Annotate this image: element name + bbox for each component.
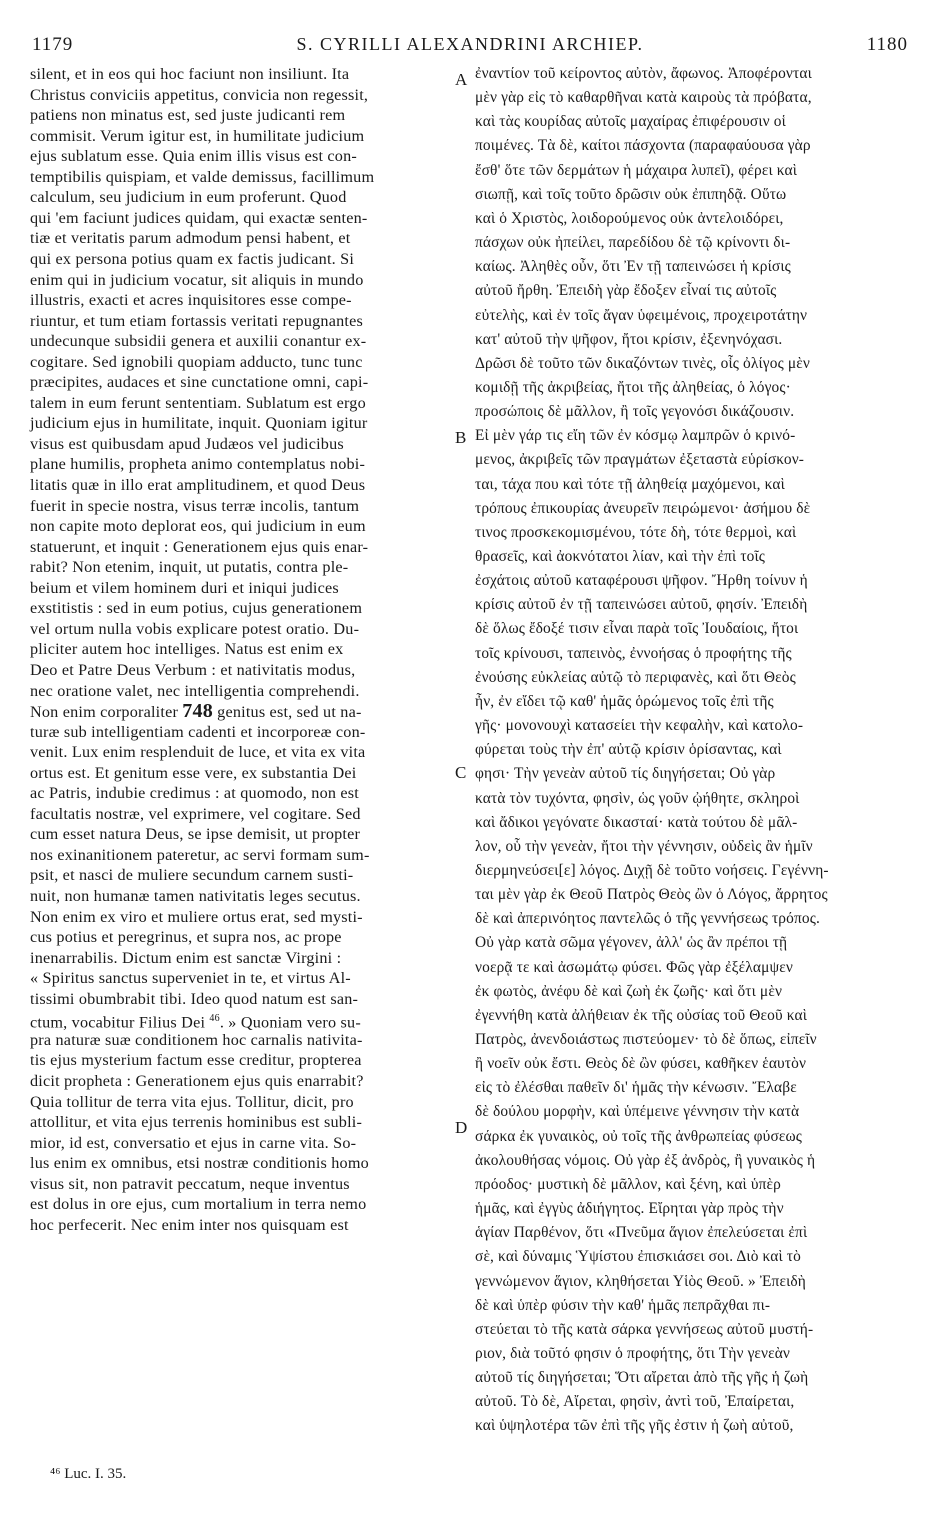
greek-line-text: στεύεται τὸ τῆς κατὰ σάρκα γεννήσεως αὐτοῦ μυστή- [475, 1320, 814, 1338]
greek-line-text: μὲν γὰρ εἰς τὸ καθαρθῆναι κατὰ καιροὺς τὰ πρόβατα, [475, 89, 812, 107]
latin-line-text: ctum, vocabitur Filius Dei [30, 1013, 210, 1032]
greek-line-text: δὲ δούλου μορφὴν, καὶ ὑπέμεινε γέννησιν τὴν κατὰ [475, 1103, 800, 1121]
latin-line-text: beium et vilem hominem duri et iniqui judices [30, 578, 339, 597]
greek-line-text: ται, τάχα που καὶ τότε τῇ ἀληθείᾳ μαχόμενοι, καὶ [475, 475, 785, 493]
greek-line [475, 185, 786, 205]
latin-line-text: illustris, exacti et acres inquisitores esse compe- [30, 291, 352, 310]
latin-line [30, 454, 365, 474]
latin-line-text: nuit, non humanæ tamen nativitatis leges secutus. [30, 887, 361, 905]
latin-line-text: Quia tollitur de terra vita ejus. Tollitur, dicit, pro [30, 1092, 354, 1111]
latin-line-text: visus est quibusdam apud Judæos vel judicibus [30, 434, 344, 453]
greek-line-text: θρασεῖς, καὶ ἀοκνότατοι λίαν, καὶ τὴν ἐπὶ τοῖς [475, 548, 766, 565]
greek-line [475, 1344, 790, 1364]
latin-line [30, 413, 368, 433]
latin-line-text: patiens non minatus est, sed juste judicanti rem [30, 106, 346, 125]
greek-line [475, 1151, 815, 1171]
greek-line [475, 330, 782, 350]
latin-line-text: calculum, seu judicium in eum proferunt. Quod [30, 188, 347, 207]
column-number-marker: 748 [182, 700, 213, 723]
greek-line [475, 644, 792, 664]
greek-line [475, 426, 795, 446]
latin-line [30, 968, 351, 988]
greek-line [475, 1247, 801, 1267]
latin-line [30, 249, 354, 269]
greek-line [475, 1368, 808, 1388]
greek-line-text: ται μὲν γὰρ ἐκ Θεοῦ Πατρὸς Θεὸς ὢν ὁ Λόγος, ἄρρητος [475, 886, 828, 904]
latin-line-text: Deo et Patre Deus Verbum : et nativitatis modus, [30, 660, 356, 679]
latin-line [30, 619, 359, 639]
greek-line [475, 595, 807, 615]
greek-line [475, 1127, 802, 1147]
greek-line [475, 933, 787, 953]
latin-line-text: genitus est, sed ut na- [212, 703, 362, 722]
latin-line-text: ac Patris, indubie credimus : at quomodo, non est [30, 784, 359, 803]
latin-line-text: Non enim ex viro et muliere ortus erat, sed mysti- [30, 907, 363, 926]
latin-line [30, 1071, 364, 1091]
latin-line-text: vel ortum nulla vobis explicare potest oratio. Du- [30, 619, 360, 638]
margin-marker-b: B [455, 428, 467, 447]
greek-line-text: ἔσθ' ὅτε τῶν δερμάτων ἡ μάχαιρα λυπεῖ), φέρει καὶ [475, 161, 798, 179]
latin-line-text: enim qui in judicium vocatur, sit aliquis in mundo [30, 270, 364, 289]
latin-line-text: mior, id est, conversatio et ejus in carne vita. So- [30, 1133, 357, 1152]
latin-line [30, 701, 362, 722]
greek-line-text: καίως. Ἀληθὲς οὖν, ὅτι Ἐν τῇ ταπεινώσει ἡ κρίσις [475, 258, 791, 276]
greek-line-text: Πατρὸς, ἀνενδοιάστως πιστεύομεν· τὸ δὲ ὅπως, εἰπεῖν [475, 1031, 817, 1048]
latin-line-text: exstitistis : sed in eum potius, cujus generationem [30, 599, 363, 618]
latin-line [30, 989, 358, 1009]
greek-line-text: αὐτοῦ τίς διηγήσεται; Ὅτι αἴρεται ἀπὸ τῆς γῆς ἡ ζωὴ [475, 1369, 809, 1387]
latin-line-text: tis ejus mysterium factum esse creditur, propterea [30, 1051, 362, 1070]
greek-line [475, 1223, 807, 1243]
latin-line-text: . » Quoniam vero su- [219, 1013, 361, 1032]
latin-line [30, 1030, 363, 1050]
latin-line-text: statuerunt, et inquit : Generationem ejus quis enar- [30, 537, 369, 556]
greek-line-text: νοερᾷ τε καὶ ἀσωμάτῳ φύσει. Φῶς γὰρ ἐξέλαμψεν [475, 958, 794, 976]
latin-line-text: commisit. Verum igitur est, in humilitate judicium [30, 126, 365, 145]
latin-line-text: riuntur, et tum etiam fortassis veritati repugnantes [30, 311, 363, 330]
latin-line-text: cus potius et peregrinus, et supra nos, ac prope [30, 928, 342, 947]
footnote-reference: 46 [209, 1013, 220, 1025]
greek-line-text: ἀκολουθήσας νόμοις. Οὐ γὰρ ἐξ ἀνδρὸς, ἢ γυναικὸς ἡ [475, 1151, 816, 1169]
greek-line-text: καὶ ἄδικοι γεγόνατε δικασταί· κατὰ τούτου δὲ μᾶλ- [475, 813, 798, 831]
latin-line [30, 372, 368, 392]
greek-line [475, 982, 782, 1002]
latin-line-text: inenarrabilis. Dictum enim est sanctæ Virgini : [30, 948, 342, 967]
greek-line-text: σάρκα ἐκ γυναικὸς, οὐ τοῖς τῆς ἀνθρωπείας φύσεως [475, 1127, 803, 1145]
greek-line-text: κατ' αὐτοῦ τὴν ψῆφον, ἤτοι κρίσιν, ἐξενηνόχασι. [475, 330, 783, 348]
greek-line-text: αὐτοῦ ἤρθη. Ἐπειδὴ γὰρ ἔδοξεν εἶναί τις αὐτοῖς [475, 282, 777, 300]
latin-line-text: judicium ejus in humilitate, inquit. Quoniam igitur [30, 414, 368, 433]
greek-line-text: εὐτελὴς, καὶ ἐν τοῖς ἄγαν ὑφειμένοις, προχειροτάτην [475, 306, 808, 324]
greek-line [475, 499, 810, 519]
greek-line [475, 257, 791, 277]
greek-line [475, 1392, 794, 1412]
latin-line-text: nec oratione valet, nec intelligentia comprehendi. [30, 681, 360, 700]
greek-line [475, 861, 829, 881]
latin-line [30, 187, 347, 207]
greek-line [475, 692, 774, 712]
latin-line [30, 763, 356, 783]
greek-line-text: τρόπους ἐπικουρίας ἀνευρεῖν πειρώμενοι· ἀσήμου δὲ [475, 499, 811, 517]
latin-line [30, 434, 344, 454]
latin-line [30, 1112, 362, 1132]
latin-line [30, 208, 367, 228]
latin-line [30, 516, 366, 536]
greek-line-text: ἢ νοεῖν οὐκ ἔστι. Θεὸς δὲ ὢν φύσει, καθῆκεν ἑαυτὸν [475, 1055, 807, 1073]
greek-line-text: εἰς τὸ ἐλέσθαι παθεῖν δι' ἡμᾶς τὴν κένωσιν. Ἔλαβε [475, 1079, 797, 1097]
latin-line [30, 927, 342, 947]
greek-line [475, 1175, 781, 1195]
latin-line [30, 681, 360, 701]
footnote: ⁴⁶ Luc. I. 35. [50, 1466, 127, 1482]
greek-line-text: Οὐ γὰρ κατὰ σῶμα γέγονεν, ἀλλ' ὡς ἂν πρέποι τῇ [475, 934, 788, 952]
latin-line-text: cum esset natura Deus, se ipse demisit, ut propter [30, 825, 361, 844]
latin-line-text: hoc perfecerit. Nec enim inter nos quisquam est [30, 1215, 349, 1234]
latin-line [30, 496, 359, 516]
greek-line-text: ποιμένες. Τὰ δὲ, καίτοι πάσχοντα (παραφαύουσα γὰρ [475, 137, 811, 155]
greek-line-text: φύρεται τοὺς τὴν ἐπ' αὐτῷ κρίσιν ὁρίσαντας, καὶ [475, 741, 782, 759]
greek-line [475, 1078, 797, 1098]
column-number-left: 1179 [32, 34, 74, 55]
greek-line-text: καὶ ὁ Χριστὸς, λοιδορούμενος οὐκ ἀντελοιδόρει, [475, 209, 784, 227]
greek-line-text: δὲ καὶ ἀπερινόητος παντελῶς ὁ τῆς γεννήσεως τρόπος. [475, 910, 820, 928]
latin-line-text: qui 'em faciunt judices quidam, qui exactæ senten- [30, 208, 368, 227]
latin-line [30, 804, 361, 824]
latin-line [30, 660, 355, 680]
greek-line [475, 402, 794, 422]
greek-line-text: δὲ καὶ ὑπὲρ φύσιν τὴν καθ' ἡμᾶς πεπρᾶχθαι πι- [475, 1296, 771, 1314]
greek-line [475, 1006, 807, 1026]
greek-line-text: γῆς· μονονουχὶ κατασείει τὴν κεφαλὴν, καὶ κατολο- [475, 717, 804, 735]
greek-line [475, 716, 803, 736]
latin-line [30, 1133, 356, 1153]
greek-line [475, 112, 786, 132]
latin-line [30, 537, 368, 557]
greek-line-text: καὶ τὰς κουρίδας αὐτοῖς μαχαίρας ἐπιφέρουσιν οἱ [475, 113, 786, 131]
latin-line-text: præcipites, audaces et sine cunctatione omni, capi- [30, 373, 369, 392]
greek-line-text: πάσχων οὐκ ἠπείλει, παρεδίδου δὲ τῷ κρίνοντι δι- [475, 234, 791, 252]
latin-line [30, 85, 368, 105]
greek-line [475, 306, 807, 326]
latin-line-text: tissimi obumbrabit tibi. Ideo quod natum est san- [30, 989, 359, 1008]
greek-line-text: λον, οὗ τὴν γενεὰν, ἤτοι τὴν γέννησιν, οὐδεὶς ἂν ἡμῖν [475, 837, 813, 855]
greek-line-text: Δρῶσι δὲ τοῦτο τῶν δικαζόντων τινὲς, οἷς ὀλίγος μὲν [475, 354, 810, 372]
latin-line-text: dicit propheta : Generationem ejus quis enarrabit? [30, 1071, 364, 1090]
greek-line [475, 64, 812, 84]
latin-line [30, 311, 363, 331]
latin-line [30, 639, 343, 659]
latin-line [30, 865, 353, 885]
latin-line-text: facultatis nostræ, vel exprimere, vel cogitare. Sed [30, 804, 361, 823]
greek-line [475, 813, 797, 833]
latin-line-text: ejus sublatum esse. Quia enim illis visus est con- [30, 147, 357, 166]
greek-line-text: κατὰ τὸν τυχόντα, φησὶν, ὡς γοῦν ᾠήθητε, σκληροὶ [475, 789, 800, 807]
margin-marker-c: C [455, 763, 467, 782]
latin-line-text: « Spiritus sanctus superveniet in te, et virtus Al- [30, 969, 351, 988]
latin-line-text: talem in eum ferunt sententiam. Sublatum est ergo [30, 393, 366, 412]
greek-line [475, 450, 804, 470]
margin-marker-a: A [455, 70, 468, 89]
latin-line [30, 907, 363, 927]
latin-line-text: venit. Lux enim resplenduit de luce, et vita ex vita [30, 743, 366, 762]
latin-line-text: tiæ et veritatis parum admodum pensi habent, et [30, 229, 351, 248]
latin-line-text: turæ sub intelligentiam cadenti et incorporeæ con- [30, 722, 366, 741]
greek-line [475, 764, 775, 784]
latin-line-text: qui ex persona potius quam ex factis judicant. Si [30, 249, 355, 268]
greek-line [475, 1102, 799, 1122]
greek-line-text: κρίσις αὐτοῦ ἐν τῇ ταπεινώσει αὐτοῦ, φησίν. Ἐπειδὴ [475, 596, 808, 614]
latin-line [30, 783, 359, 803]
greek-line-text: σὲ, καὶ δύναμις Ὑψίστου ἐπισκιάσει σοι. Διὸ καὶ τὸ [475, 1248, 801, 1266]
greek-line [475, 958, 793, 978]
column-number-right: 1180 [866, 34, 908, 55]
greek-line [475, 281, 776, 301]
greek-line [475, 233, 790, 253]
latin-line [30, 824, 360, 844]
latin-line [30, 886, 361, 906]
latin-line [30, 270, 364, 290]
greek-line [475, 1030, 817, 1050]
page-header [32, 34, 908, 60]
latin-line-text: fuerit in specie nostra, visus terræ incolis, tantum [30, 496, 360, 515]
greek-line [475, 740, 782, 760]
latin-line [30, 1092, 354, 1112]
latin-line [30, 146, 357, 166]
latin-line [30, 105, 345, 125]
latin-line [30, 1050, 362, 1070]
margin-marker-d: D [455, 1118, 468, 1137]
greek-line [475, 161, 797, 181]
latin-line [30, 393, 366, 413]
greek-line-text: διερμηνεύσει[ε] λόγος. Διχῇ δὲ τοῦτο νοήσεις. Γεγέννη- [475, 861, 829, 879]
greek-line-text: ριον, διὰ τοῦτό φησιν ὁ προφήτης, ὅτι Τὴν γενεὰν [475, 1344, 791, 1362]
greek-line [475, 909, 820, 929]
greek-line [475, 1416, 794, 1436]
latin-line-text: nos exinanitionem pateretur, ac servi formam sum- [30, 845, 370, 864]
greek-line-text: δὲ ὅλως ἔδοξέ τισιν εἶναι παρὰ τοῖς Ἰουδαίοις, ἤτοι [475, 620, 799, 638]
latin-line [30, 352, 363, 372]
greek-line-text: τινος προσκεκομισμένου, τότε δὴ, τότε θερμοὶ, καὶ [475, 523, 797, 541]
latin-line [30, 1215, 349, 1235]
greek-line [475, 1296, 770, 1316]
greek-line-text: ἐγεννήθη κατὰ ἀλήθειαν ἐκ τῆς οὐσίας τοῦ Θεοῦ καὶ [475, 1006, 808, 1024]
latin-line [30, 722, 365, 742]
latin-line [30, 331, 366, 351]
latin-line-text: visus sit, non patravit peccatum, neque inventus [30, 1174, 350, 1193]
latin-line [30, 64, 349, 84]
latin-line-text: ortus est. Et genitum esse vere, ex substantia Dei [30, 763, 357, 782]
greek-line-text: φησι· Τὴν γενεὰν αὐτοῦ τίς διηγήσεται; Οὐ γὰρ [475, 765, 776, 783]
greek-line [475, 136, 811, 156]
latin-line [30, 1174, 350, 1194]
greek-line-text: πρόοδος· μυστικὴ δὲ μᾶλλον, καὶ ξένη, καὶ ὑπὲρ [475, 1175, 781, 1193]
latin-line-text: est dolus in ore ejus, cum mortalium in terra nemo [30, 1195, 367, 1214]
greek-line-text: κομιδῇ τῆς ἀκριβείας, ἤτοι τῆς ἀληθείας, ὁ λόγος· [475, 378, 791, 396]
greek-line-text: ἐσχάτοις αὐτοῦ καταφέρουσι ψῆφον. Ἤρθη τοίνυν ἡ [475, 572, 808, 590]
latin-line-text: pra naturæ suæ conditionem hoc carnalis nativita- [30, 1030, 363, 1049]
latin-line-text: attollitur, et vita ejus terrenis hominibus est subli- [30, 1113, 363, 1132]
greek-line [475, 523, 796, 543]
greek-line [475, 837, 813, 857]
latin-line-text: psit, et nasci de muliere secundum carnem susti- [30, 866, 354, 885]
greek-line [475, 619, 798, 639]
latin-line [30, 578, 339, 598]
latin-line [30, 948, 341, 968]
latin-line [30, 742, 365, 762]
greek-line-text: Εἰ μὲν γάρ τις εἴη τῶν ἐν κόσμῳ λαμπρῶν ὁ κρινό- [475, 427, 796, 445]
greek-line-text: ἐναντίον τοῦ κείροντος αὐτὸν, ἄφωνος. Ἀποφέρονται [475, 65, 812, 82]
latin-line-text: silent, et in eos qui hoc faciunt non insiliunt. Ita [30, 65, 350, 83]
greek-line-text: ἡμᾶς, καὶ ἐγγὺς ἀδιήγητος. Εἴρηται γὰρ πρὸς τὴν [475, 1200, 784, 1218]
greek-line-text: μενος, ἀκριβεῖς τῶν πραγμάτων ἐξεταστὰ εὑρίσκον- [475, 451, 805, 469]
greek-line-text: σιωπῇ, καὶ τοῖς τοῦτο δρῶσιν οὐκ ἐπιπηδᾷ. Οὕτω [475, 185, 787, 203]
latin-line [30, 1153, 369, 1173]
greek-line-text: ἁγίαν Παρθένον, ὅτι «Πνεῦμα ἅγιον ἐπελεύσεται ἐπὶ [475, 1224, 808, 1242]
greek-line [475, 789, 799, 809]
greek-line-text: προσώποις δὲ μᾶλλον, ἢ τοῖς γεγονόσι δικάζουσιν. [475, 403, 795, 421]
latin-line-text: plane humilis, propheta animo contemplatus nobi- [30, 455, 366, 474]
greek-line [475, 354, 810, 374]
greek-line-text: γεννώμενον ἅγιον, κληθήσεται Υἱὸς Θεοῦ. » Ἐπειδὴ [475, 1272, 806, 1290]
latin-line [30, 598, 362, 618]
latin-line-text: cogitare. Sed ignobili quopiam adducto, tunc tunc [30, 352, 363, 371]
greek-line [475, 1199, 784, 1219]
latin-line [30, 475, 365, 495]
latin-line [30, 126, 364, 146]
latin-line-text: non capite moto deplorat eos, qui judicium in eum [30, 517, 366, 536]
latin-line-text: temptibilis quispiam, et valde demissus, facillimum [30, 167, 375, 186]
latin-line [30, 228, 351, 248]
greek-line [475, 1320, 813, 1340]
greek-line-text: ἦν, ἐν εἴδει τῷ καθ' ἡμᾶς ὁρώμενος τοῖς ἐπὶ τῆς [475, 692, 774, 710]
greek-line-text: ἐκ φωτὸς, ἀνέφυ δὲ καὶ ζωὴ ἐκ ζωῆς· καὶ ὅτι μὲν [475, 982, 783, 1000]
latin-line-text: pliciter autem hoc intelliges. Natus est enim ex [30, 640, 344, 659]
latin-line [30, 557, 348, 577]
greek-line-text: τοῖς κρίνουσι, ταπεινὸς, ἐννοήσας ὁ προφήτης τῆς [475, 644, 792, 662]
latin-line-text: Christus conviciis appetitus, convicia non regessit, [30, 85, 369, 104]
greek-line [475, 1272, 806, 1292]
latin-line [30, 290, 352, 310]
latin-line [30, 167, 374, 187]
greek-line [475, 547, 765, 567]
greek-line [475, 1054, 806, 1074]
latin-line [30, 1194, 366, 1214]
greek-line-text: καὶ ὑψηλοτέρα τῶν ἐπὶ τῆς γῆς ἐστιν ἡ ζωὴ αὐτοῦ, [475, 1417, 794, 1435]
greek-line [475, 571, 808, 591]
greek-line [475, 475, 785, 495]
running-title: S. CYRILLI ALEXANDRINI ARCHIEP. [296, 34, 644, 54]
latin-line-text: litatis quæ in illo erat amplitudinem, et quod Deus [30, 476, 366, 494]
greek-line [475, 378, 791, 398]
greek-line [475, 668, 796, 688]
greek-line-text: αὐτοῦ. Τὸ δὲ, Αἴρεται, φησὶν, ἀντὶ τοῦ, Ἐπαίρεται, [475, 1393, 795, 1411]
greek-line [475, 209, 784, 229]
greek-line [475, 88, 812, 108]
latin-line-text: Non enim corporaliter [30, 703, 183, 722]
greek-line-text: ἐνούσης εὐκλείας αὐτῷ τὸ περιφανὲς, καὶ ὅτι Θεὸς [475, 668, 796, 686]
greek-line [475, 885, 828, 905]
latin-line-text: undecunque subsidii genera et auxilii conantur ex- [30, 332, 367, 351]
latin-line [30, 845, 370, 865]
latin-line-text: rabit? Non etenim, inquit, ut putatis, contra ple- [30, 558, 349, 577]
latin-line-text: lus enim ex omnibus, etsi nostræ conditionis homo [30, 1154, 369, 1173]
